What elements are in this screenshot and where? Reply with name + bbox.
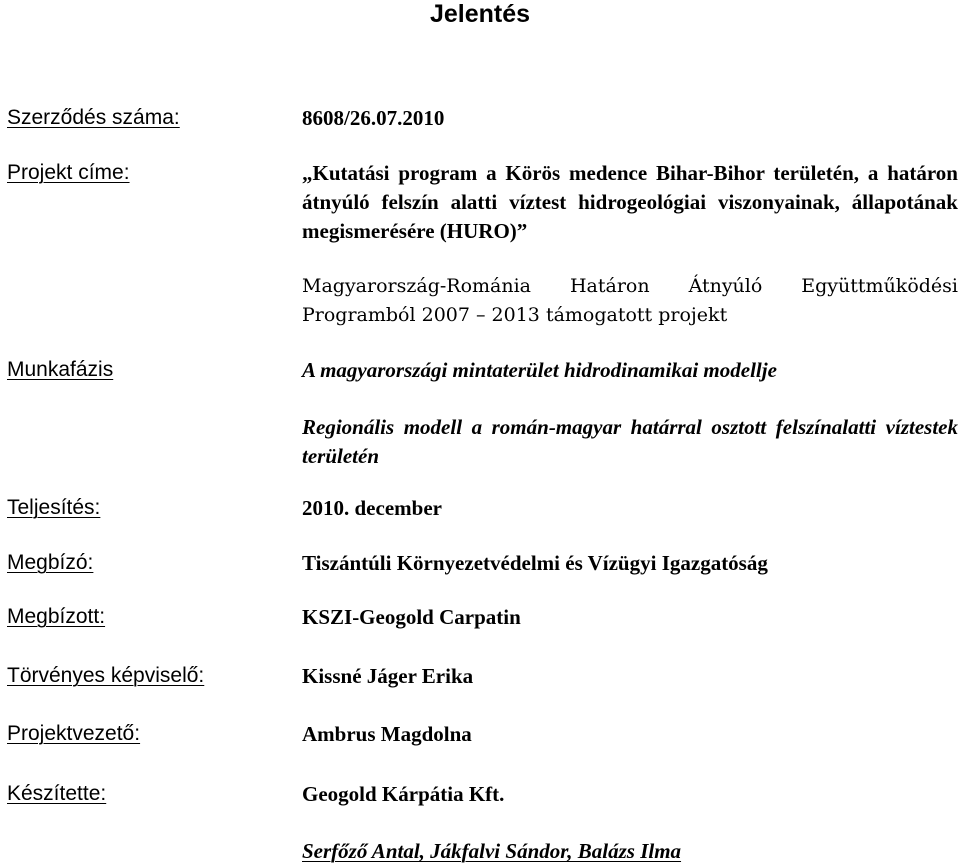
project-lead-value: Ambrus Magdolna (302, 722, 472, 746)
completion-label: Teljesítés: (7, 496, 101, 519)
contract-number-value: 8608/26.07.2010 (302, 106, 445, 130)
authors: Serfőző Antal, Jákfalvi Sándor, Balázs Ilma (302, 839, 682, 863)
contract-number-label: Szerződés száma: (7, 106, 180, 129)
completion-value: 2010. december (302, 496, 442, 520)
client-value: Tiszántúli Környezetvédelmi és Vízügyi Igazgatóság (302, 551, 768, 575)
legal-representative-value: Kissné Jáger Erika (302, 664, 474, 688)
project-title-label: Projekt címe: (7, 161, 130, 184)
contractor-label: Megbízott: (7, 605, 106, 628)
work-phase-value: A magyarországi mintaterület hidrodinamikai modellje (302, 358, 777, 382)
work-phase-label: Munkafázis (7, 358, 114, 381)
project-title-text: „Kutatási program a Körös medence Bihar-Bihor területén, a határon átnyúló felszín alatti víztest hidrogeológiai viszonyainak, állapotának megismerésére (HURO)” (302, 161, 958, 243)
contractor-value: KSZI-Geogold Carpatin (302, 605, 521, 629)
program-note: Magyarország-Románia Határon Átnyúló Együttműködési Programból 2007 – 2013 támogatott projekt (302, 275, 958, 326)
client-label: Megbízó: (7, 551, 94, 574)
prepared-by-label: Készítette: (7, 782, 107, 805)
project-lead-label: Projektvezető: (7, 722, 141, 745)
document-title: Jelentés (429, 0, 531, 28)
prepared-by-value: Geogold Kárpátia Kft. (302, 782, 505, 806)
legal-representative-label: Törvényes képviselő: (7, 664, 205, 687)
work-phase-subtitle: Regionális modell a román-magyar határral osztott felszínalatti víztestek területén (302, 415, 958, 468)
